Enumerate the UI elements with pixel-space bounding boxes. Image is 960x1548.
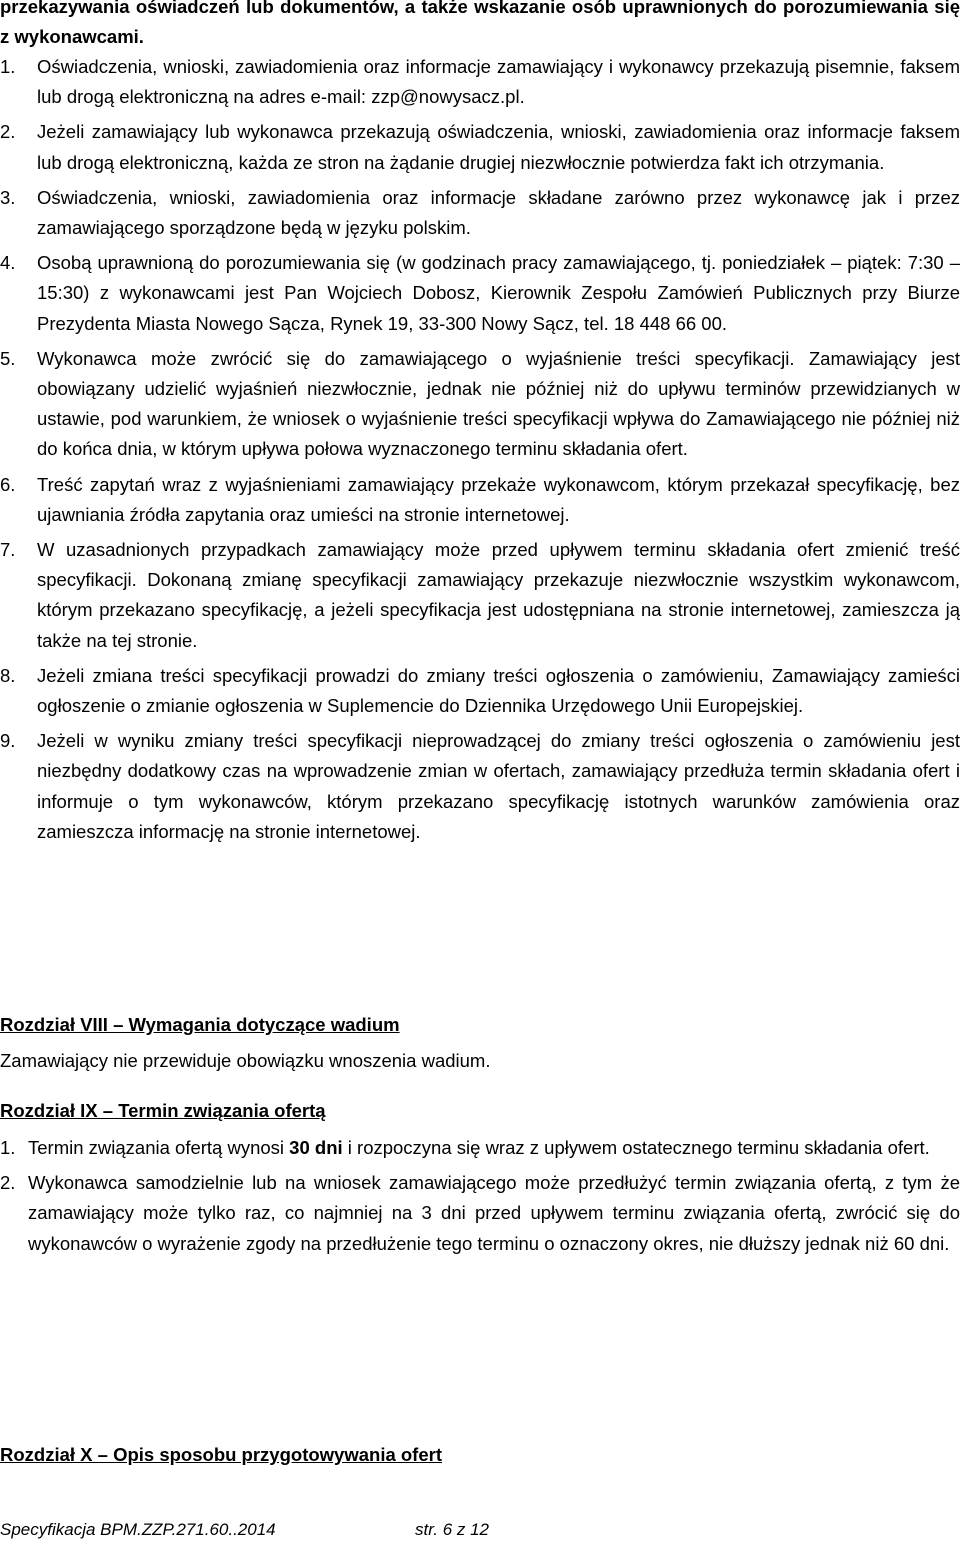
item-number: 1. bbox=[0, 56, 16, 77]
item-number: 7. bbox=[0, 539, 16, 561]
section-x-heading: Rozdział X – Opis sposobu przygotowywania ofert bbox=[0, 1444, 442, 1465]
list-item bbox=[0, 470, 960, 530]
item-text: W uzasadnionych przypadkach zamawiający może przed upływem terminu składania ofert zmienić treść specyfikacji. Dokonaną zmianę specyfikacji zamawiający przekazuje niezwłocznie wszystkim wykonawcom, którym przekazano specyfikację, a jeżeli specyfikacja jest udostępniana na stronie internetowej, zamieszcza ją także na tej stronie. bbox=[37, 539, 960, 651]
duration-value: 30 dni bbox=[289, 1137, 343, 1158]
item-text bbox=[37, 52, 960, 112]
item-number: 9. bbox=[0, 730, 16, 752]
list-item bbox=[0, 344, 960, 465]
section-ix-heading: Rozdział IX – Termin związania ofertą bbox=[0, 1100, 326, 1121]
section-viii-text: Zamawiający nie przewiduje obowiązku wnoszenia wadium. bbox=[0, 1050, 491, 1071]
list-item bbox=[0, 52, 960, 112]
list-item bbox=[0, 183, 960, 243]
list-item bbox=[0, 1133, 960, 1163]
item-text-part: i rozpoczyna się wraz z upływem ostatecznego terminu składania ofert. bbox=[342, 1137, 930, 1158]
page-number: str. 6 z 12 bbox=[415, 1520, 490, 1539]
item-text: Wykonawca może zwrócić się do zamawiającego o wyjaśnienie treści specyfikacji. Zamawiający jest obowiązany udzielić wyjaśnień niezwłocznie, jednak nie później niż do upływu terminów przewidzianych w ustawie, pod warunkiem, że wniosek o wyjaśnienie treści specyfikacji wpływa do Zamawiającego nie później niż do końca dnia, w którym upływa połowa wyznaczonego terminu składania ofert. bbox=[37, 347, 960, 460]
list-item bbox=[0, 535, 960, 656]
item-text: Jeżeli zamawiający lub wykonawca przekazują oświadczenia, wnioski, zawiadomienia oraz informacje faksem lub drogą elektroniczną, każda ze stron na żądanie drugiej niezwłocznie potwierdza fakt ich otrzymania. bbox=[37, 121, 960, 173]
item-number: 2. 2. bbox=[0, 1172, 16, 1194]
item-number: 3. bbox=[0, 186, 16, 208]
intro-heading: przekazywania oświadczeń lub dokumentów, a także wskazanie osób uprawnionych do porozumiewania się z wykonawcami. bbox=[0, 0, 960, 47]
item-text-part: Oświadczenia, wnioski, zawiadomienia oraz informacje zamawiający i wykonawcy przekazują pisemnie, faksem lub drogą elektroniczną na adres e-mail: bbox=[37, 56, 960, 108]
communication-list bbox=[0, 52, 960, 852]
item-number: 5. bbox=[0, 347, 16, 369]
list-item bbox=[0, 726, 960, 847]
item-text: Jeżeli zmiana treści specyfikacji prowadzi do zmiany treści ogłoszenia o zamówieniu, Zamawiający zamieści ogłoszenie o zmianie ogłoszenia w Suplemencie do Dziennika Urzędowego Unii Europejskiej. bbox=[37, 664, 960, 717]
email-link[interactable]: zzp@nowysacz.pl bbox=[371, 86, 520, 108]
item-text: Wykonawca samodzielnie lub na wniosek zamawiającego może przedłużyć termin związania ofertą, z tym że zamawiający może tylko raz, co najmniej na 3 dni przed upływem terminu związania ofertą, zwrócić się do wykonawców o wyrażenie zgody na przedłużenie tego terminu o oznaczony okres, nie dłuższy jednak niż 60 dni. bbox=[28, 1172, 960, 1254]
list-item bbox=[0, 248, 960, 339]
item-number: 6. bbox=[0, 473, 16, 495]
item-number: 1. 1. bbox=[0, 1137, 16, 1158]
item-text: Treść zapytań wraz z wyjaśnieniami zamawiający przekaże wykonawcom, którym przekazał specyfikację, bez ujawniania źródła zapytania oraz umieści na stronie internetowej. bbox=[37, 473, 960, 525]
item-text: Oświadczenia, wnioski, zawiadomienia oraz informacje składane zarówno przez wykonawcę jak i przez zamawiającego sporządzone będą w języku polskim. bbox=[37, 186, 960, 239]
item-text bbox=[28, 1133, 960, 1163]
item-text: Osobą uprawnioną do porozumiewania się (w godzinach pracy zamawiającego, tj. poniedziałek – piątek: 7:30 – 15:30) z wykonawcami jest Pan Wojciech Dobosz, Kierownik Zespołu Zamówień Publicznych przy Biurze Prezydenta Miasta Nowego Sącza, Rynek 19, 33-300 Nowy Sącz, tel. 18 448 66 00. bbox=[37, 252, 960, 334]
item-number: 2. bbox=[0, 121, 16, 143]
document-reference: Specyfikacja BPM.ZZP.271.60..2014 bbox=[0, 1520, 276, 1539]
item-text: Jeżeli w wyniku zmiany treści specyfikacji nieprowadzącej do zmiany treści ogłoszenia o zamówieniu jest niezbędny dodatkowy czas na wprowadzenie zmian w ofertach, zamawiający przedłuża termin składania ofert i informuje o tym wykonawców, którym przekazano specyfikację istotnych warunków zamówienia oraz zamieszcza informację na stronie internetowej. bbox=[37, 730, 960, 842]
section-ix-list bbox=[0, 1133, 960, 1264]
item-number: 8. bbox=[0, 664, 16, 686]
item-text-part: . bbox=[519, 86, 525, 108]
item-text-part: Termin związania ofertą wynosi bbox=[28, 1137, 290, 1158]
list-item bbox=[0, 117, 960, 177]
list-item bbox=[0, 661, 960, 721]
item-number: 4. bbox=[0, 252, 16, 274]
section-viii-heading: Rozdział VIII – Wymagania dotyczące wadium bbox=[0, 1014, 400, 1035]
list-item bbox=[0, 1168, 960, 1259]
page-footer bbox=[0, 1520, 490, 1540]
